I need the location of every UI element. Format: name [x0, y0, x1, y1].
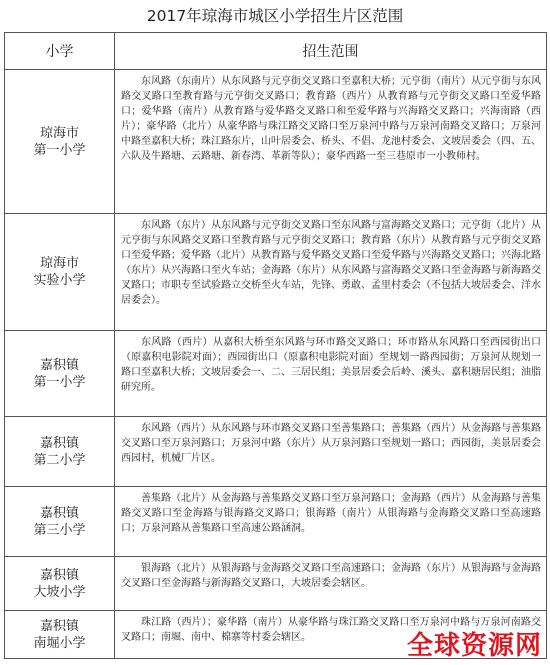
school-name-line: 嘉积镇 [39, 505, 79, 521]
school-name-line: 嘉积镇 [39, 435, 79, 451]
school-name-line: 第三小学 [33, 522, 86, 538]
school-name-line: 嘉积镇 [39, 357, 79, 373]
enrollment-area [115, 331, 547, 417]
school-name [5, 611, 115, 659]
school-name-line: 第一小学 [33, 142, 86, 158]
table-row [5, 214, 547, 331]
table-header-row [5, 33, 547, 70]
school-name-line: 嘉积镇 [39, 618, 79, 634]
school-name [5, 214, 115, 331]
table-row [5, 417, 547, 487]
table-row [5, 557, 547, 611]
school-name [5, 557, 115, 611]
school-name-line: 南堀小学 [33, 635, 86, 651]
enrollment-area [115, 214, 547, 331]
enrollment-area-text: 东风路（西片）从东风路与环市路交叉路口至善集路口；善集路（西片）从金海路与善集路交叉路口至万泉河路口；万泉河中路（东片）从万泉河路口至规划一路口；西园街，美景居委会西园村，机械厂片区。 [121, 423, 541, 464]
school-name-line: 嘉积镇 [39, 567, 79, 583]
table-row [5, 70, 547, 214]
enrollment-area-text: 东风路（西片）从嘉积大桥至东风路与环市路交叉路口；环市路从东风路口至西园街出口（原嘉积电影院对面）；西园街出口（原嘉积电影院对面）至规划一路西园街；万泉河从规划一路口至嘉积大桥；文坡居委会一、二、三居民组；美景居委会后岭、溪头、嘉积塘居民组；油脂研究所。 [121, 337, 541, 393]
school-name [5, 487, 115, 557]
school-name [5, 417, 115, 487]
enrollment-zone-table [4, 32, 547, 659]
school-name-line: 琼海市 [39, 256, 79, 271]
enrollment-area [115, 70, 547, 214]
school-name [5, 331, 115, 417]
school-name-line: 大坡小学 [33, 584, 86, 600]
enrollment-area-text: 东风路（东南片）从东风路与元亨街交叉路口至嘉积大桥；元亨街（南片）从元亨街与东风路交叉路口至教育路与元亨街交叉路口；教育路（西片）从教育路与元亨街交叉路口至爱华路口；爱华路（南片）从教育路与爱华路交叉路口和至爱华路与兴海路交叉路口；兴海南路（西片）；豪华路（北片）从豪华路与珠江路交叉路口至万泉河中路与万泉河南路交叉路口；万泉河中路至嘉积大桥；珠江路东片，山叶居委会、桥头、不倡、龙池村委会、文坡居委会（四、五、六队及牛路塘、云路塘、新春湾、革新等队）；豪华西路一至三巷原市一小教师村。 [121, 76, 541, 162]
table-row [5, 487, 547, 557]
header-school: 小学 [5, 33, 115, 70]
school-name-line: 第二小学 [33, 452, 86, 468]
enrollment-area [115, 417, 547, 487]
header-enrollment-area: 招生范围 [115, 33, 547, 70]
enrollment-area-text: 珠江路（西片）；豪华路（南片）从豪华路与珠江路交叉路口至万泉河中路与万泉河南路交叉路口；南堀、南中、棉寨等村委会辖区。 [121, 617, 541, 643]
school-name-line: 琼海市 [39, 125, 79, 141]
school-name-line: 第一小学 [33, 374, 86, 390]
enrollment-area-text: 东风路（东片）从东风路与元亨街交叉路口至东风路与富海路交叉路口；元亨街（北片）从元亨街与东风路交叉路口至教育路与元亨街交叉路口；教育路（东片）从教育路与元亨街交叉路口至爱华路；爱华路（北片）从教育路与爱华路交叉路口至爱华路与兴海路交叉路口；兴海北路（东片）从兴海路口至火车站；金海路（东片）从东风路与富海路交叉路口至金海路与新海路交叉路口；市职专至试验路立交桥至火车站，先锋、勇敢、孟里村委会（不包括大坡居委会、洋水居委会）。 [121, 220, 541, 306]
school-name-line: 实验小学 [33, 273, 86, 288]
watermark-logo: 全球资源网 [406, 631, 542, 661]
page-title: 2017年琼海市城区小学招生片区范围 [146, 7, 404, 25]
enrollment-area-text: 善集路（北片）从金海路与善集路交叉路口至万泉河路口；金海路（西片）从金海路与善集路交叉路口至金海路与银海路交叉路口；银海路（南片）从银海路与金海路交叉路口至高速路口；万泉河路从善集路口至高速公路涵洞。 [121, 493, 541, 534]
enrollment-area [115, 557, 547, 611]
table-row [5, 331, 547, 417]
enrollment-area-text: 银海路（北片）从银海路与金海路交叉路口至高速路口；金海路（东片）从银海路与金海路交叉路口至金海路与新海路交叉路口，大坡居委会辖区。 [121, 563, 541, 589]
enrollment-area [115, 487, 547, 557]
school-name [5, 70, 115, 214]
